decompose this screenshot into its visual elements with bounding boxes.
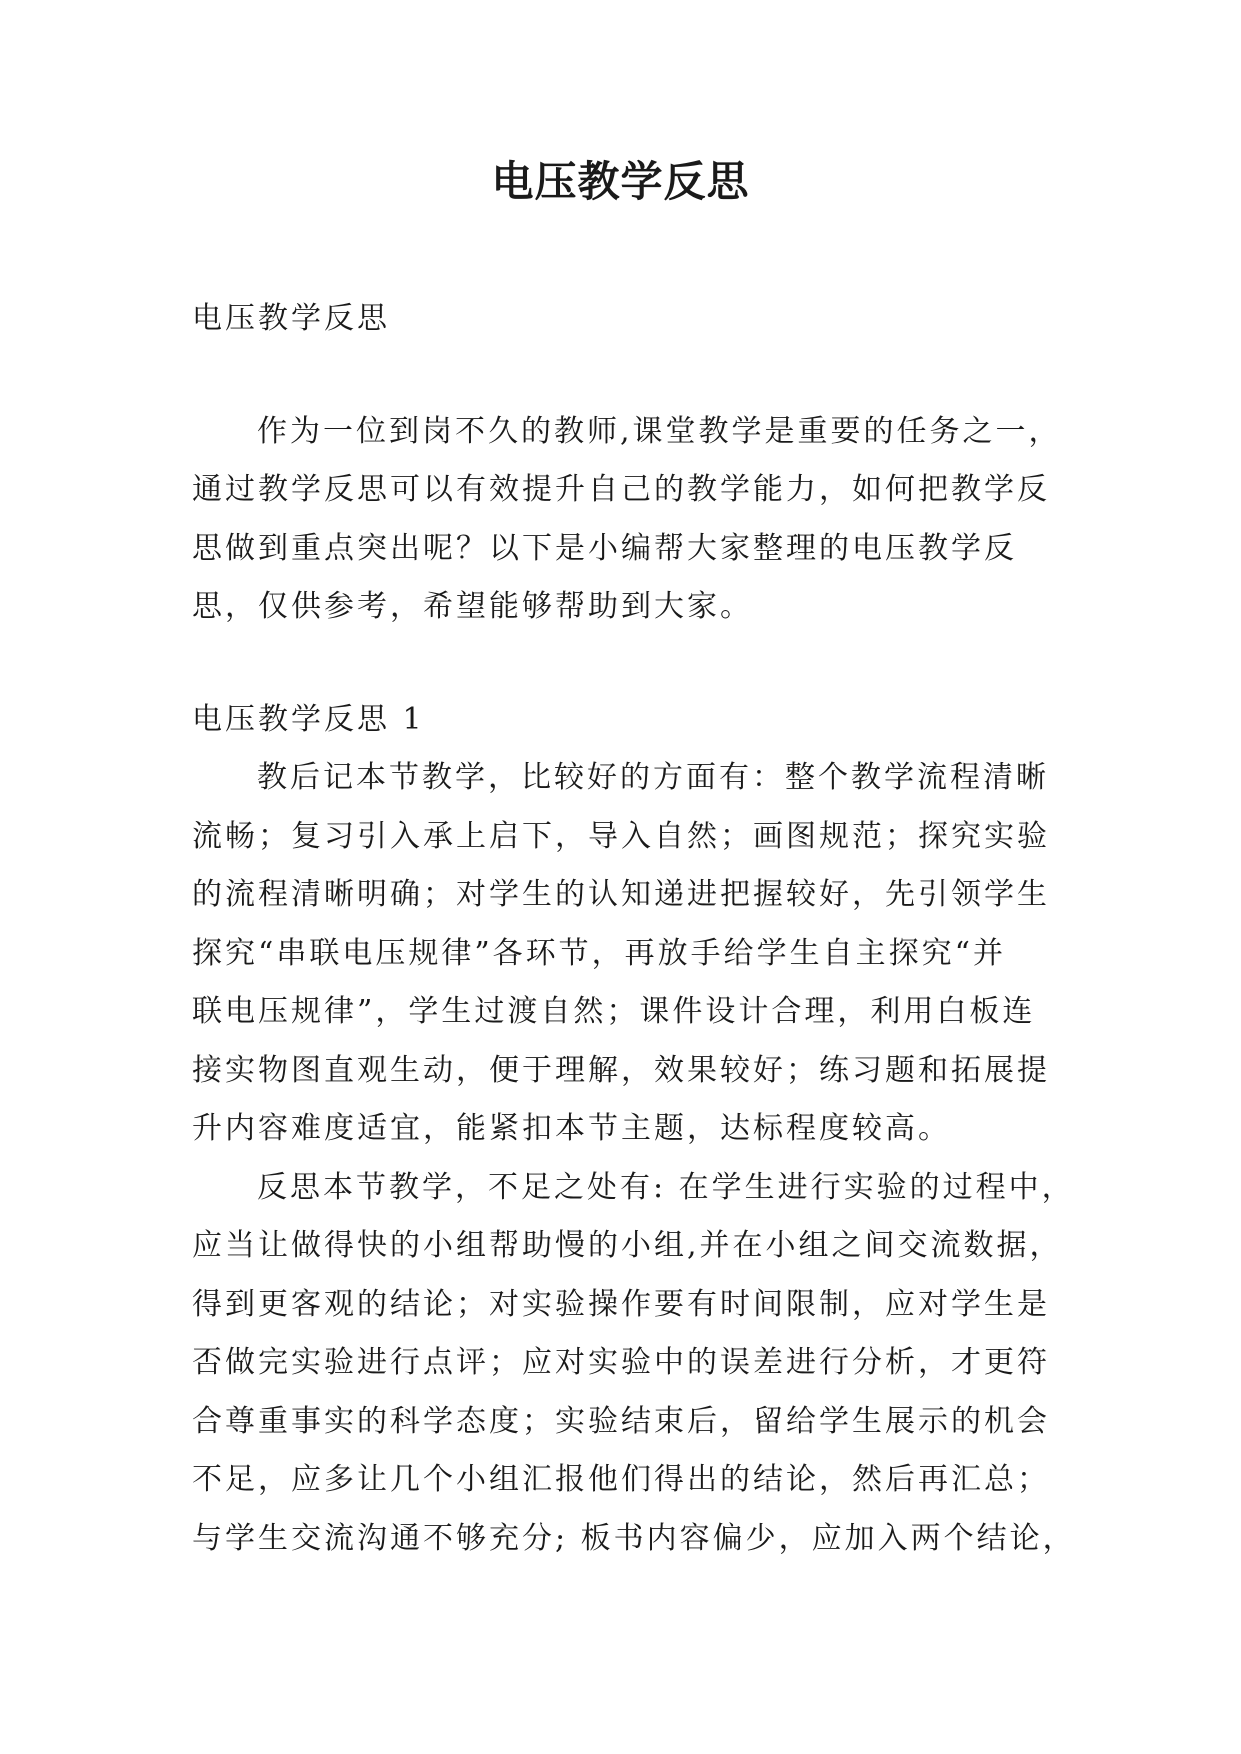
text-line: 教后记本节教学，比较好的方面有：整个教学流程清晰 [257,760,1049,795]
text-line: 流畅；复习引入承上启下，导入自然；画图规范；探究实验 [192,818,1050,854]
document-body [192,290,1076,1568]
document-title: 电压教学反思 [491,157,750,206]
text-line: 接实物图直观生动，便于理解，效果较好；练习题和拓展提 [192,1052,1050,1088]
text-line: 思，仅供参考，希望能够帮助到大家。 [192,589,753,624]
text-line: 的流程清晰明确；对学生的认知递进把握较好，先引领学生 [192,877,1050,912]
text-line: 合尊重事实的科学态度；实验结束后，留给学生展示的机会 [192,1403,1050,1439]
text-line: 得到更客观的结论；对实验操作要有时间限制，应对学生是 [192,1286,1050,1322]
text-line: 通过教学反思可以有效提升自己的教学能力，如何把教学反 [192,472,1050,507]
text-line: 否做完实验进行点评；应对实验中的误差进行分析，才更符 [192,1345,1050,1380]
text-line: 升内容难度适宜，能紧扣本节主题，达标程度较高。 [192,1111,951,1146]
intro-paragraph [192,403,1062,637]
text-line: 与学生交流沟通不够充分; 板书内容偏少，应加入两个结论， [192,1520,1076,1556]
section-heading: 电压教学反思 1 [192,701,425,737]
text-line: 作为一位到岗不久的教师,课堂教学是重要的任务之一， [257,413,1062,449]
text-line: 思做到重点突出呢？以下是小编帮大家整理的电压教学反 [192,530,1017,566]
text-line: 应当让做得快的小组帮助慢的小组,并在小组之间交流数据， [192,1228,1063,1263]
document-subtitle: 电压教学反思 [192,301,390,336]
paragraph-weaknesses [192,1159,1076,1569]
text-line: 联电压规律”，学生过渡自然；课件设计合理，利用白板连 [192,994,1036,1029]
text-line: 不足，应多让几个小组汇报他们得出的结论，然后再汇总； [192,1462,1050,1497]
paragraph-strengths [192,749,1052,1159]
text-line: 反思本节教学，不足之处有: 在学生进行实验的过程中， [257,1169,1075,1205]
text-line: 探究“串联电压规律”各环节，再放手给学生自主探究“并 [192,935,1007,971]
